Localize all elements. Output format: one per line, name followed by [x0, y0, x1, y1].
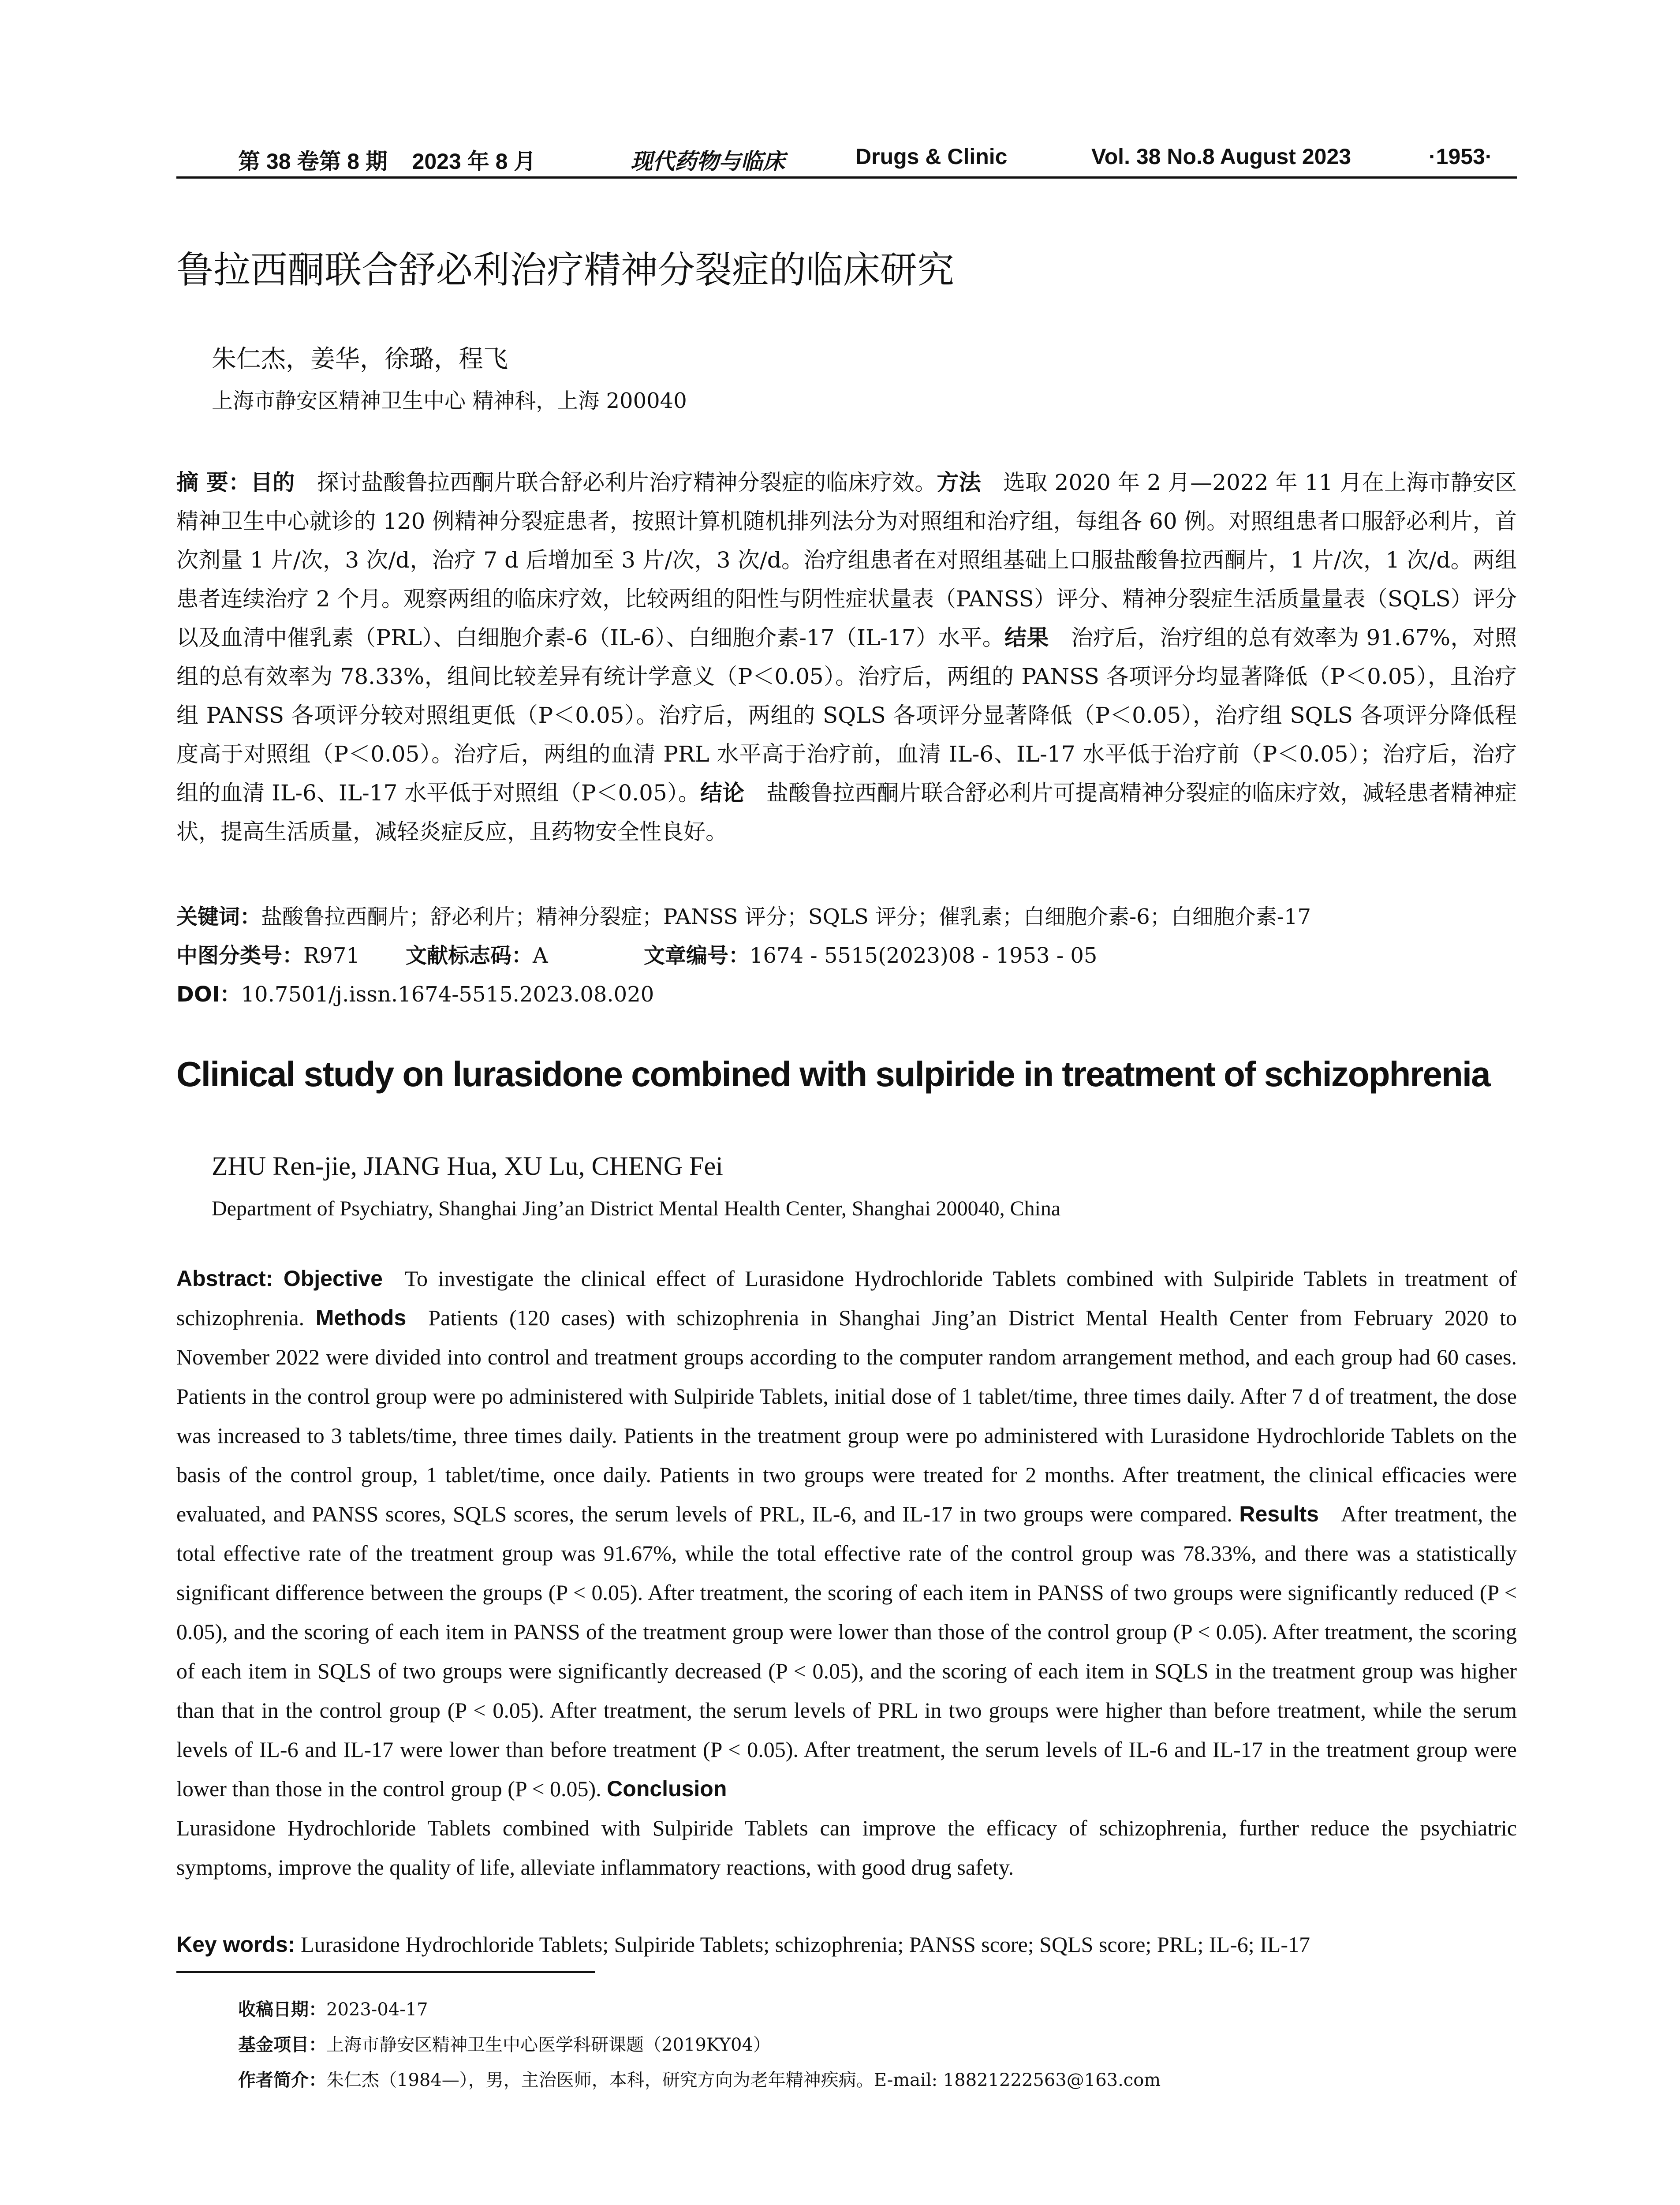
footnote-author — [238, 2066, 1161, 2091]
article-label: 文章编号： — [644, 943, 750, 968]
author-bio-label: 作者简介： — [238, 2070, 326, 2090]
objective-text-cn: 探讨盐酸鲁拉西酮片联合舒必利片治疗精神分裂症的临床疗效。 — [317, 470, 937, 495]
footnote-fund — [238, 2031, 771, 2056]
conclusion-label-cn: 结论 — [700, 780, 745, 806]
keywords-label-cn: 关键词： — [176, 904, 261, 929]
abstract-cn — [176, 463, 1517, 851]
footnote-received — [238, 1996, 428, 2021]
conclusion-text-cn: 盐酸鲁拉西酮片联合舒必利片可提高精神分裂症的临床疗效，减轻患者精神症状，提高生活质量，减轻炎症反应，且药物安全性良好。 — [176, 780, 1517, 845]
authors-cn: 朱仁杰，姜华，徐璐，程飞 — [212, 345, 508, 374]
received-label: 收稿日期： — [238, 1999, 326, 2020]
abstract-label-cn: 摘 要： — [176, 470, 251, 495]
objective-label-cn: 目的 — [250, 470, 295, 495]
methods-text-en: Patients (120 cases) with schizophrenia in Shanghai Jing’an District Mental Health Center from February 2020 to November 2022 were divided into control and treatment groups according to the computer random arrangement method, and each group had 60 cases. Patients in the control group were po administered with Sulpiride Tablets, initial dose of 1 tablet/time, three times daily. After 7 d of treatment, the dose was increased to 3 tablets/time, three times daily. Patients in the treatment group were po administered with Lurasidone Hydrochloride Tablets on the basis of the control group, 1 tablet/time, once daily. Patients in two groups were treated for 2 months. After treatment, the clinical efficacies were evaluated, and PANSS scores, SQLS scores, the serum levels of PRL, IL-6, and IL-17 in two groups were compared. — [176, 1305, 1517, 1526]
doc-value: A — [533, 943, 548, 968]
title-cn: 鲁拉西酮联合舒必利治疗精神分裂症的临床研究 — [176, 248, 955, 292]
methods-label-cn: 方法 — [937, 470, 981, 495]
classification-line — [176, 938, 1517, 969]
affiliation-cn: 上海市静安区精神卫生中心 精神科，上海 200040 — [212, 389, 687, 413]
conclusion-label-en: Conclusion — [607, 1776, 727, 1801]
author-bio-text: 朱仁杰（1984—），男，主治医师，本科，研究方向为老年精神疾病。E-mail: 18821222563@163.com — [326, 2070, 1161, 2090]
doi-line — [176, 977, 1517, 1008]
fund-text: 上海市静安区精神卫生中心医学科研课题（2019KY04） — [326, 2035, 771, 2055]
keywords-text-en: Lurasidone Hydrochloride Tablets; Sulpiride Tablets; schizophrenia; PANSS score; SQLS score; PRL; IL-6; IL-17 — [301, 1932, 1310, 1957]
received-date: 2023-04-17 — [326, 1999, 428, 2020]
methods-text-cn: 选取 2020 年 2 月—2022 年 11 月在上海市静安区精神卫生中心就诊的 120 例精神分裂症患者，按照计算机随机排列法分为对照组和治疗组，每组各 60 例。对照组患者口服舒必利片，首次剂量 1 片/次，3 次/d，治疗 7 d 后增加至 3 片/次，3 次/d。治疗组患者在对照组基础上口服盐酸鲁拉西酮片，1 片/次，1 次/d。两组患者连续治疗 2 个月。观察两组的临床疗效，比较两组的阳性与阴性症状量表（PANSS）评分、精神分裂症生活质量量表（SQLS）评分以及血清中催乳素（PRL）、白细胞介素-6（IL-6）、白细胞介素-17（IL-17）水平。 — [176, 470, 1517, 650]
doi-value[interactable]: 10.7501/j.issn.1674-5515.2023.08.020 — [241, 982, 654, 1007]
header-volume-en: Vol. 38 No.8 August 2023 — [1091, 144, 1351, 169]
header-rule — [176, 176, 1517, 179]
header-page-number: ·1953· — [1429, 144, 1493, 169]
footnote-rule — [176, 1971, 595, 1973]
results-label-cn: 结果 — [1004, 625, 1049, 650]
class-value: R971 — [303, 943, 360, 968]
class-label: 中图分类号： — [176, 943, 304, 968]
keywords-en — [176, 1932, 1517, 1957]
methods-label-en: Methods — [315, 1305, 407, 1330]
objective-label-en: Objective — [283, 1266, 383, 1291]
fund-label: 基金项目： — [238, 2035, 326, 2055]
affiliation-en: Department of Psychiatry, Shanghai Jing’an District Mental Health Center, Shanghai 200040, China — [212, 1197, 1061, 1220]
results-text-en: After treatment, the total effective rate of the treatment group was 91.67%, while the total effective rate of the control group was 78.33%, and there was a statistically significant difference between the groups (P < 0.05). After treatment, the scoring of each item in PANSS of two groups were significantly reduced (P < 0.05), and the scoring of each item in PANSS of the treatment group were lower than those of the control group (P < 0.05). After treatment, the scoring of each item in SQLS of two groups were significantly decreased (P < 0.05), and the scoring of each item in SQLS in the treatment group was higher than that in the control group (P < 0.05). After treatment, the serum levels of PRL in two groups were higher than before treatment, while the serum levels of IL-6 and IL-17 were lower than before treatment (P < 0.05). After treatment, the serum levels of IL-6 and IL-17 in the treatment group were lower than those in the control group (P < 0.05). — [176, 1502, 1517, 1801]
keywords-cn — [176, 900, 1517, 930]
article-value: 1674 - 5515(2023)08 - 1953 - 05 — [750, 943, 1098, 968]
objective-text-en: To investigate the clinical effect of Lurasidone Hydrochloride Tablets combined with Sulpiride Tablets in treatment of schizophrenia. — [176, 1266, 1517, 1330]
running-header — [176, 140, 1517, 176]
header-journal-cn: 现代药物与临床 — [631, 148, 785, 174]
abstract-label-en: Abstract: — [176, 1266, 273, 1291]
title-en: Clinical study on lurasidone combined with sulpiride in treatment of schizophrenia — [176, 1054, 1490, 1094]
keywords-label-en: Key words: — [176, 1932, 295, 1957]
conclusion-text-en: Lurasidone Hydrochloride Tablets combined with Sulpiride Tablets can improve the efficacy of schizophrenia, further reduce the psychiatric symptoms, improve the quality of life, alleviate inflammatory reactions, with good drug safety. — [176, 1816, 1517, 1880]
results-label-en: Results — [1239, 1502, 1319, 1526]
header-journal-en: Drugs & Clinic — [855, 144, 1008, 169]
doi-label: DOI： — [176, 982, 241, 1007]
abstract-en — [176, 1259, 1517, 1887]
header-volume-cn: 第 38 卷第 8 期 2023 年 8 月 — [238, 149, 536, 174]
doc-label: 文献标志码： — [406, 943, 533, 968]
keywords-text-cn: 盐酸鲁拉西酮片；舒必利片；精神分裂症；PANSS 评分；SQLS 评分；催乳素；白细胞介素-6；白细胞介素-17 — [261, 904, 1311, 929]
results-text-cn: 治疗后，治疗组的总有效率为 91.67%，对照组的总有效率为 78.33%，组间比较差异有统计学意义（P＜0.05）。治疗后，两组的 PANSS 各项评分均显著降低（P＜0.05），且治疗组 PANSS 各项评分较对照组更低（P＜0.05）。治疗后，两组的 SQLS 各项评分显著降低（P＜0.05），治疗组 SQLS 各项评分降低程度高于对照组（P＜0.05）。治疗后，两组的血清 PRL 水平高于治疗前，血清 IL-6、IL-17 水平低于治疗前（P＜0.05）；治疗后，治疗组的血清 IL-6、IL-17 水平低于对照组（P＜0.05）。 — [176, 625, 1517, 806]
authors-en: ZHU Ren-jie, JIANG Hua, XU Lu, CHENG Fei — [212, 1151, 723, 1181]
